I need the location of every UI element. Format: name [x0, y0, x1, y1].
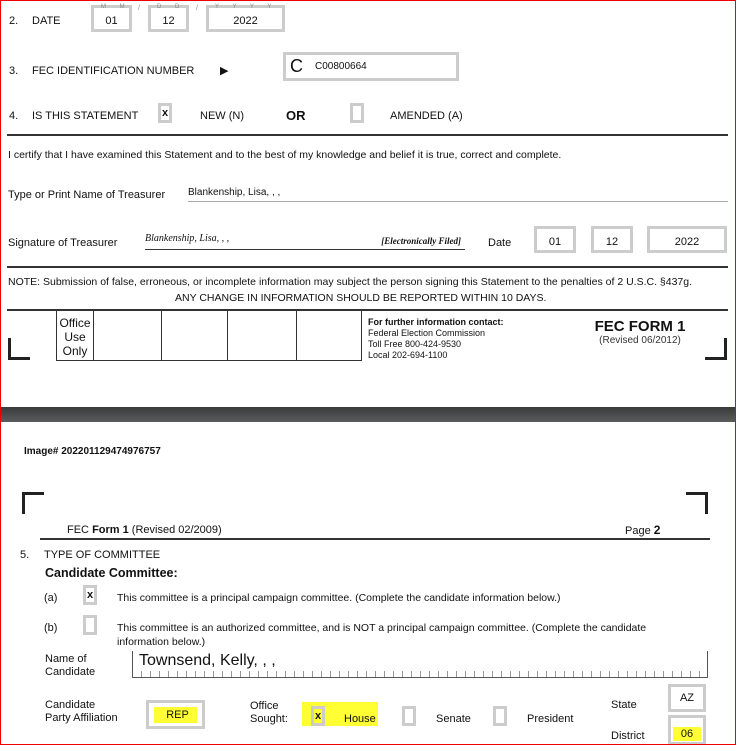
option-b-text-2: information below.) — [117, 636, 206, 648]
corner-mark — [22, 492, 44, 514]
state-value: AZ — [679, 692, 695, 704]
page-separator — [0, 407, 736, 422]
label-line: Candidate — [45, 699, 96, 711]
house-label: House — [344, 713, 376, 725]
efiled-label: [Electronically Filed] — [381, 236, 461, 246]
sep: / — [196, 5, 198, 12]
header-text: FEC — [67, 524, 93, 536]
or-label: OR — [286, 108, 306, 123]
district-value: 06 — [673, 727, 701, 741]
new-label: NEW (N) — [200, 110, 244, 122]
certify-text: I certify that I have examined this Statement and to the best of my knowledge and belief it is true, correct and complete. — [8, 149, 562, 161]
mm-hint: M M — [101, 4, 131, 10]
page2-header — [67, 524, 222, 536]
form-revised: (Revised 06/2012) — [599, 335, 681, 346]
treasurer-name-label: Type or Print Name of Treasurer — [8, 189, 166, 201]
fec-id-label: FEC IDENTIFICATION NUMBER — [32, 65, 195, 77]
authorized-committee-checkbox[interactable] — [83, 615, 97, 635]
president-label: President — [527, 713, 574, 725]
district-label: District — [611, 730, 645, 742]
office-label — [250, 700, 288, 726]
option-b-text: This committee is an authorized committee, and is NOT a principal campaign committee. (Complete the candidate — [117, 622, 647, 634]
corner-mark — [8, 338, 30, 360]
label-line: Party Affiliation — [45, 712, 118, 724]
note-text-2: ANY CHANGE IN INFORMATION SHOULD BE REPORTED WITHIN 10 DAYS. — [175, 292, 547, 304]
grid-line — [296, 311, 297, 361]
label-line: Name of — [45, 653, 87, 665]
signature-label: Signature of Treasurer — [8, 237, 118, 249]
candidate-name-field[interactable] — [132, 651, 708, 678]
sig-date-year[interactable] — [647, 226, 727, 253]
contact-line: Federal Election Commission — [368, 328, 486, 338]
type-num: 5. — [20, 549, 30, 561]
check-mark-icon: x — [314, 710, 322, 722]
grid-line — [227, 311, 228, 361]
state-label: State — [611, 699, 637, 711]
label-line: Sought: — [250, 713, 288, 725]
option-a-label: (a) — [44, 592, 58, 604]
form-title-block — [560, 318, 720, 346]
arrow-right-icon: ▶ — [220, 65, 229, 77]
header-revised: (Revised 02/2009) — [128, 524, 222, 536]
option-b-label: (b) — [44, 622, 58, 634]
fec-id-field[interactable] — [283, 52, 459, 81]
grid-line — [93, 311, 94, 361]
header-form: Form 1 — [92, 524, 129, 536]
sep: / — [138, 5, 140, 12]
contact-title: For further information contact: — [368, 317, 504, 327]
statement-num: 4. — [9, 110, 19, 122]
type-label: TYPE OF COMMITTEE — [44, 549, 161, 561]
date-month-value: 01 — [105, 15, 118, 27]
dd-hint: D D — [157, 4, 186, 10]
sig-month-value: 01 — [548, 236, 562, 248]
state-field[interactable] — [668, 684, 706, 712]
candidate-name-label — [45, 653, 95, 679]
label-line: Office — [250, 700, 279, 712]
signature-field — [145, 232, 465, 250]
president-checkbox[interactable] — [493, 706, 507, 726]
senate-checkbox[interactable] — [402, 706, 416, 726]
district-field[interactable] — [668, 715, 706, 745]
party-value: REP — [154, 707, 197, 723]
signature-date-label: Date — [488, 237, 512, 249]
yy-hint: Y Y Y Y — [215, 4, 278, 10]
page-number: 2 — [653, 523, 661, 537]
treasurer-name-value: Blankenship, Lisa, , , — [188, 187, 281, 198]
corner-mark — [686, 492, 708, 514]
date-year-value: 2022 — [233, 15, 258, 27]
senate-label: Senate — [436, 713, 471, 725]
office-use-label — [57, 316, 93, 358]
office-use-grid — [56, 311, 362, 361]
contact-local: Local 202-694-1100 — [368, 350, 448, 360]
sig-date-month[interactable] — [534, 226, 576, 253]
candidate-committee-label: Candidate Committee: — [45, 566, 178, 580]
page-label: Page — [625, 525, 654, 537]
office-use-word: Use — [64, 330, 86, 344]
divider — [7, 266, 728, 268]
office-use-word: Office — [59, 316, 91, 330]
house-checkbox[interactable] — [311, 706, 325, 726]
party-field[interactable] — [146, 700, 205, 729]
fec-id-prefix: C — [290, 56, 303, 76]
note-text: NOTE: Submission of false, erroneous, or incomplete information may subject the person signing this Statement to the penalties of 2 U.S.C. §437g. — [8, 276, 693, 288]
date-num: 2. — [9, 15, 19, 27]
statement-label: IS THIS STATEMENT — [32, 110, 139, 122]
grid-line — [161, 311, 162, 361]
candidate-name-value: Townsend, Kelly, , , — [139, 652, 276, 669]
office-use-word: Only — [62, 344, 88, 358]
check-mark-icon: x — [161, 107, 169, 119]
party-label — [45, 699, 118, 725]
form-title: FEC FORM 1 — [594, 318, 686, 335]
sig-year-value: 2022 — [674, 236, 700, 248]
new-checkbox[interactable] — [158, 103, 172, 123]
amended-checkbox[interactable] — [350, 103, 364, 123]
amended-label: AMENDED (A) — [390, 110, 463, 122]
signature-value: Blankenship, Lisa, , , — [145, 233, 230, 244]
sig-date-day[interactable] — [591, 226, 633, 253]
date-label: DATE — [32, 15, 61, 27]
check-mark-icon: x — [86, 589, 94, 601]
treasurer-name-field[interactable] — [188, 184, 728, 202]
image-number: Image# 202201129474976757 — [24, 446, 161, 457]
divider — [7, 134, 728, 136]
divider — [40, 538, 710, 540]
option-a-text: This committee is a principal campaign committee. (Complete the candidate information below.) — [117, 592, 561, 604]
fec-id-value: C00800664 — [315, 61, 367, 72]
label-line: Candidate — [45, 666, 96, 678]
date-day-value: 12 — [162, 15, 175, 27]
fec-id-num: 3. — [9, 65, 19, 77]
contact-block — [368, 317, 504, 361]
contact-phone: Toll Free 800-424-9530 — [368, 339, 462, 349]
principal-committee-checkbox[interactable] — [83, 585, 97, 605]
sig-day-value: 12 — [605, 236, 619, 248]
